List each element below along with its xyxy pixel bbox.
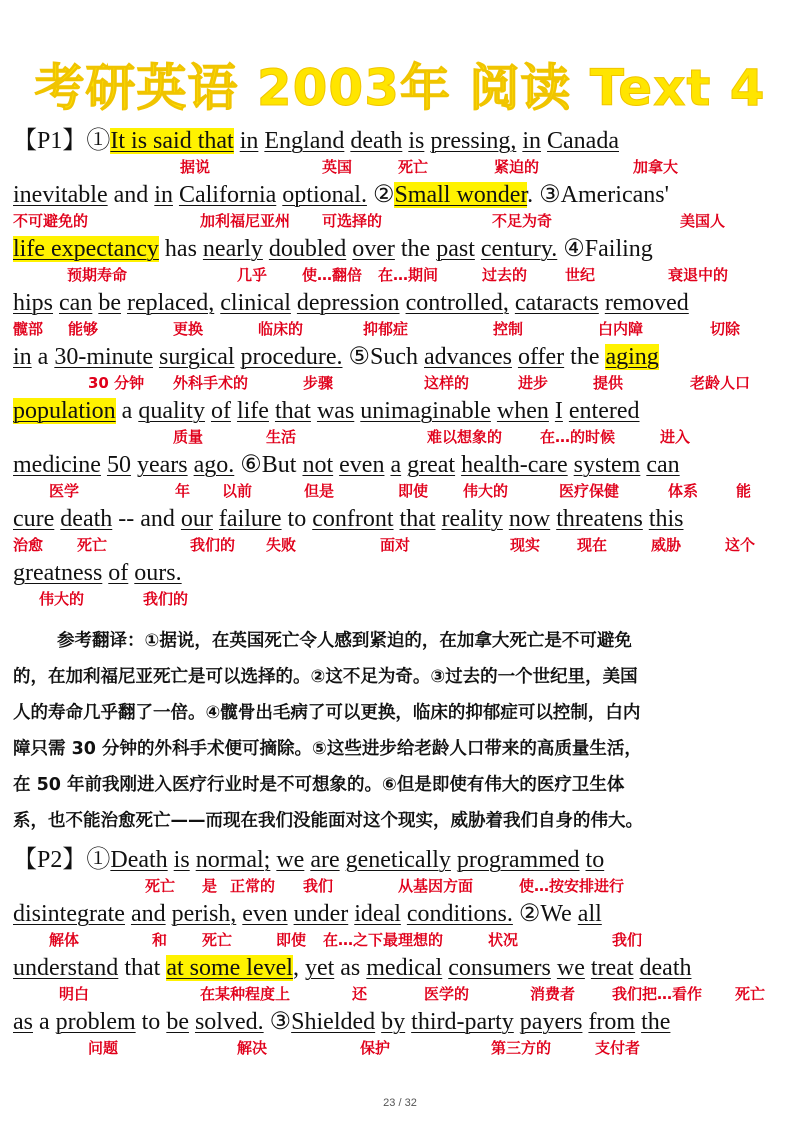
text-line bbox=[13, 1007, 793, 1037]
vocab-word: ago. bbox=[193, 452, 235, 478]
paragraph-label: 【P2】 bbox=[13, 847, 87, 873]
vocab-word: medicine bbox=[13, 452, 101, 478]
gloss-label: 英国 bbox=[322, 158, 353, 176]
vocab-word: of bbox=[108, 560, 129, 586]
gloss-label: 医学的 bbox=[424, 985, 470, 1003]
vocab-word: nearly bbox=[202, 236, 263, 262]
vocab-word: treat bbox=[590, 955, 634, 981]
gloss-label: 正常的 bbox=[230, 877, 276, 895]
vocab-word: to bbox=[585, 847, 605, 873]
vocab-word: pressing, bbox=[430, 128, 517, 154]
gloss-label: 状况 bbox=[488, 931, 519, 949]
gloss-label: 这个 bbox=[725, 536, 756, 554]
text-line bbox=[13, 899, 793, 929]
gloss-label: 切除 bbox=[710, 320, 741, 338]
plain-text: ②We bbox=[512, 901, 578, 927]
plain-text: , bbox=[292, 955, 305, 981]
gloss-label: 质量 bbox=[173, 428, 204, 446]
gloss-label: 即使 bbox=[398, 482, 429, 500]
gloss-label: 提供 bbox=[593, 374, 624, 392]
page-title: 考研英语 2003年 阅读 Text 4 bbox=[34, 59, 766, 117]
vocab-word: genetically bbox=[345, 847, 451, 873]
vocab-word: optional. bbox=[282, 182, 367, 208]
vocab-word: payers bbox=[519, 1009, 583, 1035]
vocab-word: can bbox=[59, 290, 93, 316]
plain-text: ⑥But bbox=[234, 452, 303, 478]
vocab-word: not bbox=[302, 452, 334, 478]
gloss-label: 在某种程度上 bbox=[200, 985, 291, 1003]
vocab-word: surgical bbox=[158, 344, 235, 370]
gloss-label: 加利福尼亚州 bbox=[200, 212, 291, 230]
gloss-label: 伟大的 bbox=[39, 590, 85, 608]
gloss-label: 我们的 bbox=[190, 536, 236, 554]
vocab-word: great bbox=[407, 452, 456, 478]
translation-line: 在 50 年前我刚进入医疗行业时是不可想象的。⑥但是即使有伟大的医疗卫生体 bbox=[13, 775, 625, 795]
gloss-label: 失败 bbox=[266, 536, 297, 554]
vocab-word: can bbox=[646, 452, 680, 478]
highlighted-phrase: It is said that bbox=[110, 128, 234, 154]
plain-text: ⑤Such bbox=[342, 344, 424, 370]
plain-text: as bbox=[334, 955, 367, 981]
gloss-label: 体系 bbox=[668, 482, 699, 500]
vocab-word: century. bbox=[480, 236, 558, 262]
gloss-label: 抑郁症 bbox=[363, 320, 409, 338]
gloss-label: 从基因方面 bbox=[398, 877, 474, 895]
vocab-word: from bbox=[588, 1009, 636, 1035]
vocab-word: solved. bbox=[194, 1009, 264, 1035]
gloss-label: 几乎 bbox=[237, 266, 268, 284]
text-line bbox=[13, 558, 793, 588]
plain-text: that bbox=[118, 955, 167, 981]
plain-text: and bbox=[107, 182, 155, 208]
vocab-word: and bbox=[130, 901, 166, 927]
vocab-word: cataracts bbox=[514, 290, 599, 316]
gloss-label: 医疗保健 bbox=[559, 482, 620, 500]
gloss-label: 即使 bbox=[276, 931, 307, 949]
vocab-word: be bbox=[98, 290, 121, 316]
gloss-label: 不足为奇 bbox=[492, 212, 553, 230]
plain-text: to bbox=[135, 1009, 167, 1035]
vocab-word: system bbox=[573, 452, 641, 478]
gloss-label: 我们的 bbox=[143, 590, 189, 608]
vocab-word: controlled, bbox=[405, 290, 509, 316]
gloss-label: 死亡 bbox=[145, 877, 176, 895]
gloss-label: 白内障 bbox=[598, 320, 644, 338]
vocab-word: offer bbox=[517, 344, 565, 370]
vocab-word: consumers bbox=[448, 955, 551, 981]
vocab-word: even bbox=[242, 901, 288, 927]
gloss-label: 是 bbox=[202, 877, 218, 895]
vocab-word: medical bbox=[366, 955, 443, 981]
vocab-word: years bbox=[136, 452, 188, 478]
highlighted-phrase: population bbox=[13, 398, 116, 424]
gloss-label: 控制 bbox=[493, 320, 524, 338]
vocab-word: all bbox=[577, 901, 602, 927]
gloss-label: 这样的 bbox=[424, 374, 470, 392]
gloss-label: 面对 bbox=[380, 536, 411, 554]
gloss-label: 以前 bbox=[222, 482, 253, 500]
gloss-label: 加拿大 bbox=[633, 158, 679, 176]
plain-text: a bbox=[31, 344, 55, 370]
vocab-word: health-care bbox=[461, 452, 568, 478]
vocab-word: as bbox=[13, 1009, 33, 1035]
translation-line: 的，在加利福尼亚死亡是可以选择的。②这不足为奇。③过去的一个世纪里，美国 bbox=[13, 667, 638, 687]
gloss-label: 死亡 bbox=[735, 985, 766, 1003]
translation-line: 障只需 30 分钟的外科手术便可摘除。⑤这些进步给老龄人口带来的高质量生活， bbox=[13, 739, 642, 759]
vocab-word: by bbox=[381, 1009, 406, 1035]
vocab-word: that bbox=[399, 506, 436, 532]
highlighted-phrase: Small wonder bbox=[394, 182, 528, 208]
gloss-label: 衰退中的 bbox=[668, 266, 729, 284]
gloss-label: 在…期间 bbox=[378, 266, 439, 284]
vocab-word: in bbox=[522, 128, 542, 154]
plain-text: to bbox=[281, 506, 313, 532]
gloss-label: 紧迫的 bbox=[494, 158, 540, 176]
vocab-word: programmed bbox=[456, 847, 580, 873]
vocab-word: past bbox=[436, 236, 475, 262]
vocab-word: that bbox=[274, 398, 311, 424]
vocab-word: this bbox=[648, 506, 684, 532]
vocab-word: Canada bbox=[547, 128, 619, 154]
vocab-word: be bbox=[166, 1009, 189, 1035]
plain-text: -- and bbox=[112, 506, 181, 532]
vocab-word: death bbox=[60, 506, 113, 532]
gloss-label: 我们把…看作 bbox=[612, 985, 703, 1003]
vocab-word: confront bbox=[312, 506, 394, 532]
vocab-word: entered bbox=[568, 398, 640, 424]
vocab-word: ideal bbox=[354, 901, 401, 927]
plain-text: the bbox=[394, 236, 437, 262]
gloss-label: 现实 bbox=[510, 536, 541, 554]
plain-text: ③ bbox=[263, 1009, 292, 1035]
gloss-label: 伟大的 bbox=[463, 482, 509, 500]
gloss-label: 我们 bbox=[612, 931, 643, 949]
gloss-label: 能够 bbox=[68, 320, 99, 338]
vocab-word: procedure. bbox=[240, 344, 343, 370]
vocab-word: ours. bbox=[134, 560, 182, 586]
gloss-label: 美国人 bbox=[680, 212, 726, 230]
text-line bbox=[13, 396, 793, 426]
vocab-word: threatens bbox=[556, 506, 643, 532]
text-line bbox=[13, 504, 793, 534]
gloss-label: 现在 bbox=[577, 536, 608, 554]
gloss-label: 世纪 bbox=[565, 266, 596, 284]
vocab-word: death bbox=[639, 955, 692, 981]
translation-line: 参考翻译：①据说，在英国死亡令人感到紧迫的，在加拿大死亡是不可避免 bbox=[57, 631, 632, 651]
vocab-word: advances bbox=[424, 344, 512, 370]
vocab-word: yet bbox=[304, 955, 335, 981]
gloss-label: 保护 bbox=[360, 1039, 391, 1057]
gloss-label: 老龄人口 bbox=[690, 374, 751, 392]
highlighted-phrase: at some level bbox=[166, 955, 293, 981]
vocab-word: over bbox=[352, 236, 395, 262]
gloss-label: 年 bbox=[175, 482, 191, 500]
vocab-word: of bbox=[210, 398, 231, 424]
text-line bbox=[13, 288, 793, 318]
gloss-label: 问题 bbox=[88, 1039, 119, 1057]
vocab-word: problem bbox=[55, 1009, 136, 1035]
gloss-label: 能 bbox=[736, 482, 752, 500]
vocab-word: understand bbox=[13, 955, 119, 981]
vocab-word: conditions. bbox=[406, 901, 513, 927]
gloss-label: 不可避免的 bbox=[13, 212, 89, 230]
vocab-word: was bbox=[316, 398, 355, 424]
gloss-label: 威胁 bbox=[651, 536, 682, 554]
vocab-word: our bbox=[180, 506, 213, 532]
gloss-label: 但是 bbox=[304, 482, 335, 500]
vocab-word: life bbox=[236, 398, 269, 424]
vocab-word: we bbox=[556, 955, 585, 981]
gloss-label: 我们 bbox=[303, 877, 334, 895]
gloss-label: 生活 bbox=[266, 428, 297, 446]
vocab-word: reality bbox=[441, 506, 503, 532]
vocab-word: in bbox=[13, 344, 32, 370]
gloss-label: 第三方的 bbox=[491, 1039, 552, 1057]
vocab-word: normal; bbox=[195, 847, 271, 873]
translation-line: 人的寿命几乎翻了一倍。④髋骨出毛病了可以更换，临床的抑郁症可以控制，白内 bbox=[13, 703, 641, 723]
vocab-word: a bbox=[390, 452, 402, 478]
vocab-word: Shielded bbox=[291, 1009, 376, 1035]
gloss-label: 使…翻倍 bbox=[302, 266, 363, 284]
vocab-word: unimaginable bbox=[360, 398, 491, 424]
gloss-label: 明白 bbox=[59, 985, 90, 1003]
gloss-label: 据说 bbox=[180, 158, 211, 176]
gloss-label: 难以想象的 bbox=[427, 428, 503, 446]
vocab-word: are bbox=[310, 847, 340, 873]
text-line bbox=[13, 953, 793, 983]
vocab-word: third-party bbox=[411, 1009, 514, 1035]
vocab-word: even bbox=[339, 452, 385, 478]
gloss-label: 还 bbox=[352, 985, 368, 1003]
vocab-word: California bbox=[178, 182, 277, 208]
gloss-label: 死亡 bbox=[77, 536, 108, 554]
text-line bbox=[13, 342, 793, 372]
plain-text: ① bbox=[86, 847, 111, 873]
gloss-label: 30 分钟 bbox=[88, 374, 145, 392]
gloss-label: 在…之下最理想的 bbox=[323, 931, 444, 949]
vocab-word: removed bbox=[604, 290, 689, 316]
gloss-label: 和 bbox=[152, 931, 168, 949]
plain-text: has bbox=[158, 236, 203, 262]
gloss-label: 在…的时候 bbox=[540, 428, 616, 446]
gloss-label: 消费者 bbox=[530, 985, 576, 1003]
vocab-word: disintegrate bbox=[13, 901, 125, 927]
gloss-label: 进入 bbox=[660, 428, 691, 446]
vocab-word: perish, bbox=[171, 901, 237, 927]
plain-text: a bbox=[33, 1009, 56, 1035]
vocab-word: England bbox=[264, 128, 345, 154]
vocab-word: we bbox=[276, 847, 305, 873]
text-line bbox=[13, 126, 793, 156]
vocab-word: now bbox=[508, 506, 551, 532]
text-line bbox=[13, 180, 793, 210]
vocab-word: greatness bbox=[13, 560, 103, 586]
gloss-label: 医学 bbox=[49, 482, 80, 500]
plain-text: ② bbox=[366, 182, 395, 208]
gloss-label: 髋部 bbox=[13, 320, 44, 338]
vocab-word: is bbox=[173, 847, 190, 873]
vocab-word: in bbox=[154, 182, 173, 208]
paragraph-label: 【P1】 bbox=[13, 128, 87, 154]
gloss-label: 死亡 bbox=[202, 931, 233, 949]
vocab-word: failure bbox=[218, 506, 282, 532]
vocab-word: in bbox=[239, 128, 259, 154]
vocab-word: 50 bbox=[106, 452, 131, 478]
text-line bbox=[13, 450, 793, 480]
text-line bbox=[13, 234, 793, 264]
plain-text: ④Failing bbox=[557, 236, 653, 262]
vocab-word: I bbox=[554, 398, 563, 424]
gloss-label: 解决 bbox=[237, 1039, 268, 1057]
vocab-word: doubled bbox=[268, 236, 347, 262]
gloss-label: 预期寿命 bbox=[67, 266, 128, 284]
plain-text: . ③Americans' bbox=[527, 182, 669, 208]
plain-text: ① bbox=[86, 128, 111, 154]
highlighted-phrase: aging bbox=[605, 344, 659, 370]
gloss-label: 支付者 bbox=[595, 1039, 641, 1057]
gloss-label: 步骤 bbox=[303, 374, 334, 392]
vocab-word: 30-minute bbox=[54, 344, 153, 370]
gloss-label: 临床的 bbox=[258, 320, 304, 338]
vocab-word: when bbox=[496, 398, 549, 424]
vocab-word: is bbox=[408, 128, 425, 154]
text-line bbox=[13, 845, 793, 875]
vocab-word: replaced, bbox=[126, 290, 215, 316]
gloss-label: 过去的 bbox=[482, 266, 528, 284]
gloss-label: 死亡 bbox=[398, 158, 429, 176]
vocab-word: clinical bbox=[220, 290, 291, 316]
plain-text: the bbox=[564, 344, 606, 370]
vocab-word: Death bbox=[110, 847, 168, 873]
vocab-word: death bbox=[350, 128, 403, 154]
vocab-word: depression bbox=[296, 290, 400, 316]
vocab-word: hips bbox=[13, 290, 54, 316]
gloss-label: 治愈 bbox=[13, 536, 44, 554]
vocab-word: the bbox=[641, 1009, 671, 1035]
page-number: 23 / 32 bbox=[383, 1097, 417, 1109]
gloss-label: 更换 bbox=[173, 320, 204, 338]
vocab-word: cure bbox=[13, 506, 55, 532]
gloss-label: 可选择的 bbox=[322, 212, 383, 230]
plain-text: a bbox=[115, 398, 139, 424]
translation-line: 系，也不能治愈死亡——而现在我们没能面对这个现实，威胁着我们自身的伟大。 bbox=[13, 811, 643, 831]
highlighted-phrase: life expectancy bbox=[13, 236, 159, 262]
gloss-label: 进步 bbox=[518, 374, 549, 392]
vocab-word: quality bbox=[138, 398, 205, 424]
gloss-label: 外科手术的 bbox=[173, 374, 249, 392]
gloss-label: 使…按安排进行 bbox=[519, 877, 625, 895]
vocab-word: under bbox=[293, 901, 349, 927]
vocab-word: inevitable bbox=[13, 182, 108, 208]
gloss-label: 解体 bbox=[49, 931, 80, 949]
